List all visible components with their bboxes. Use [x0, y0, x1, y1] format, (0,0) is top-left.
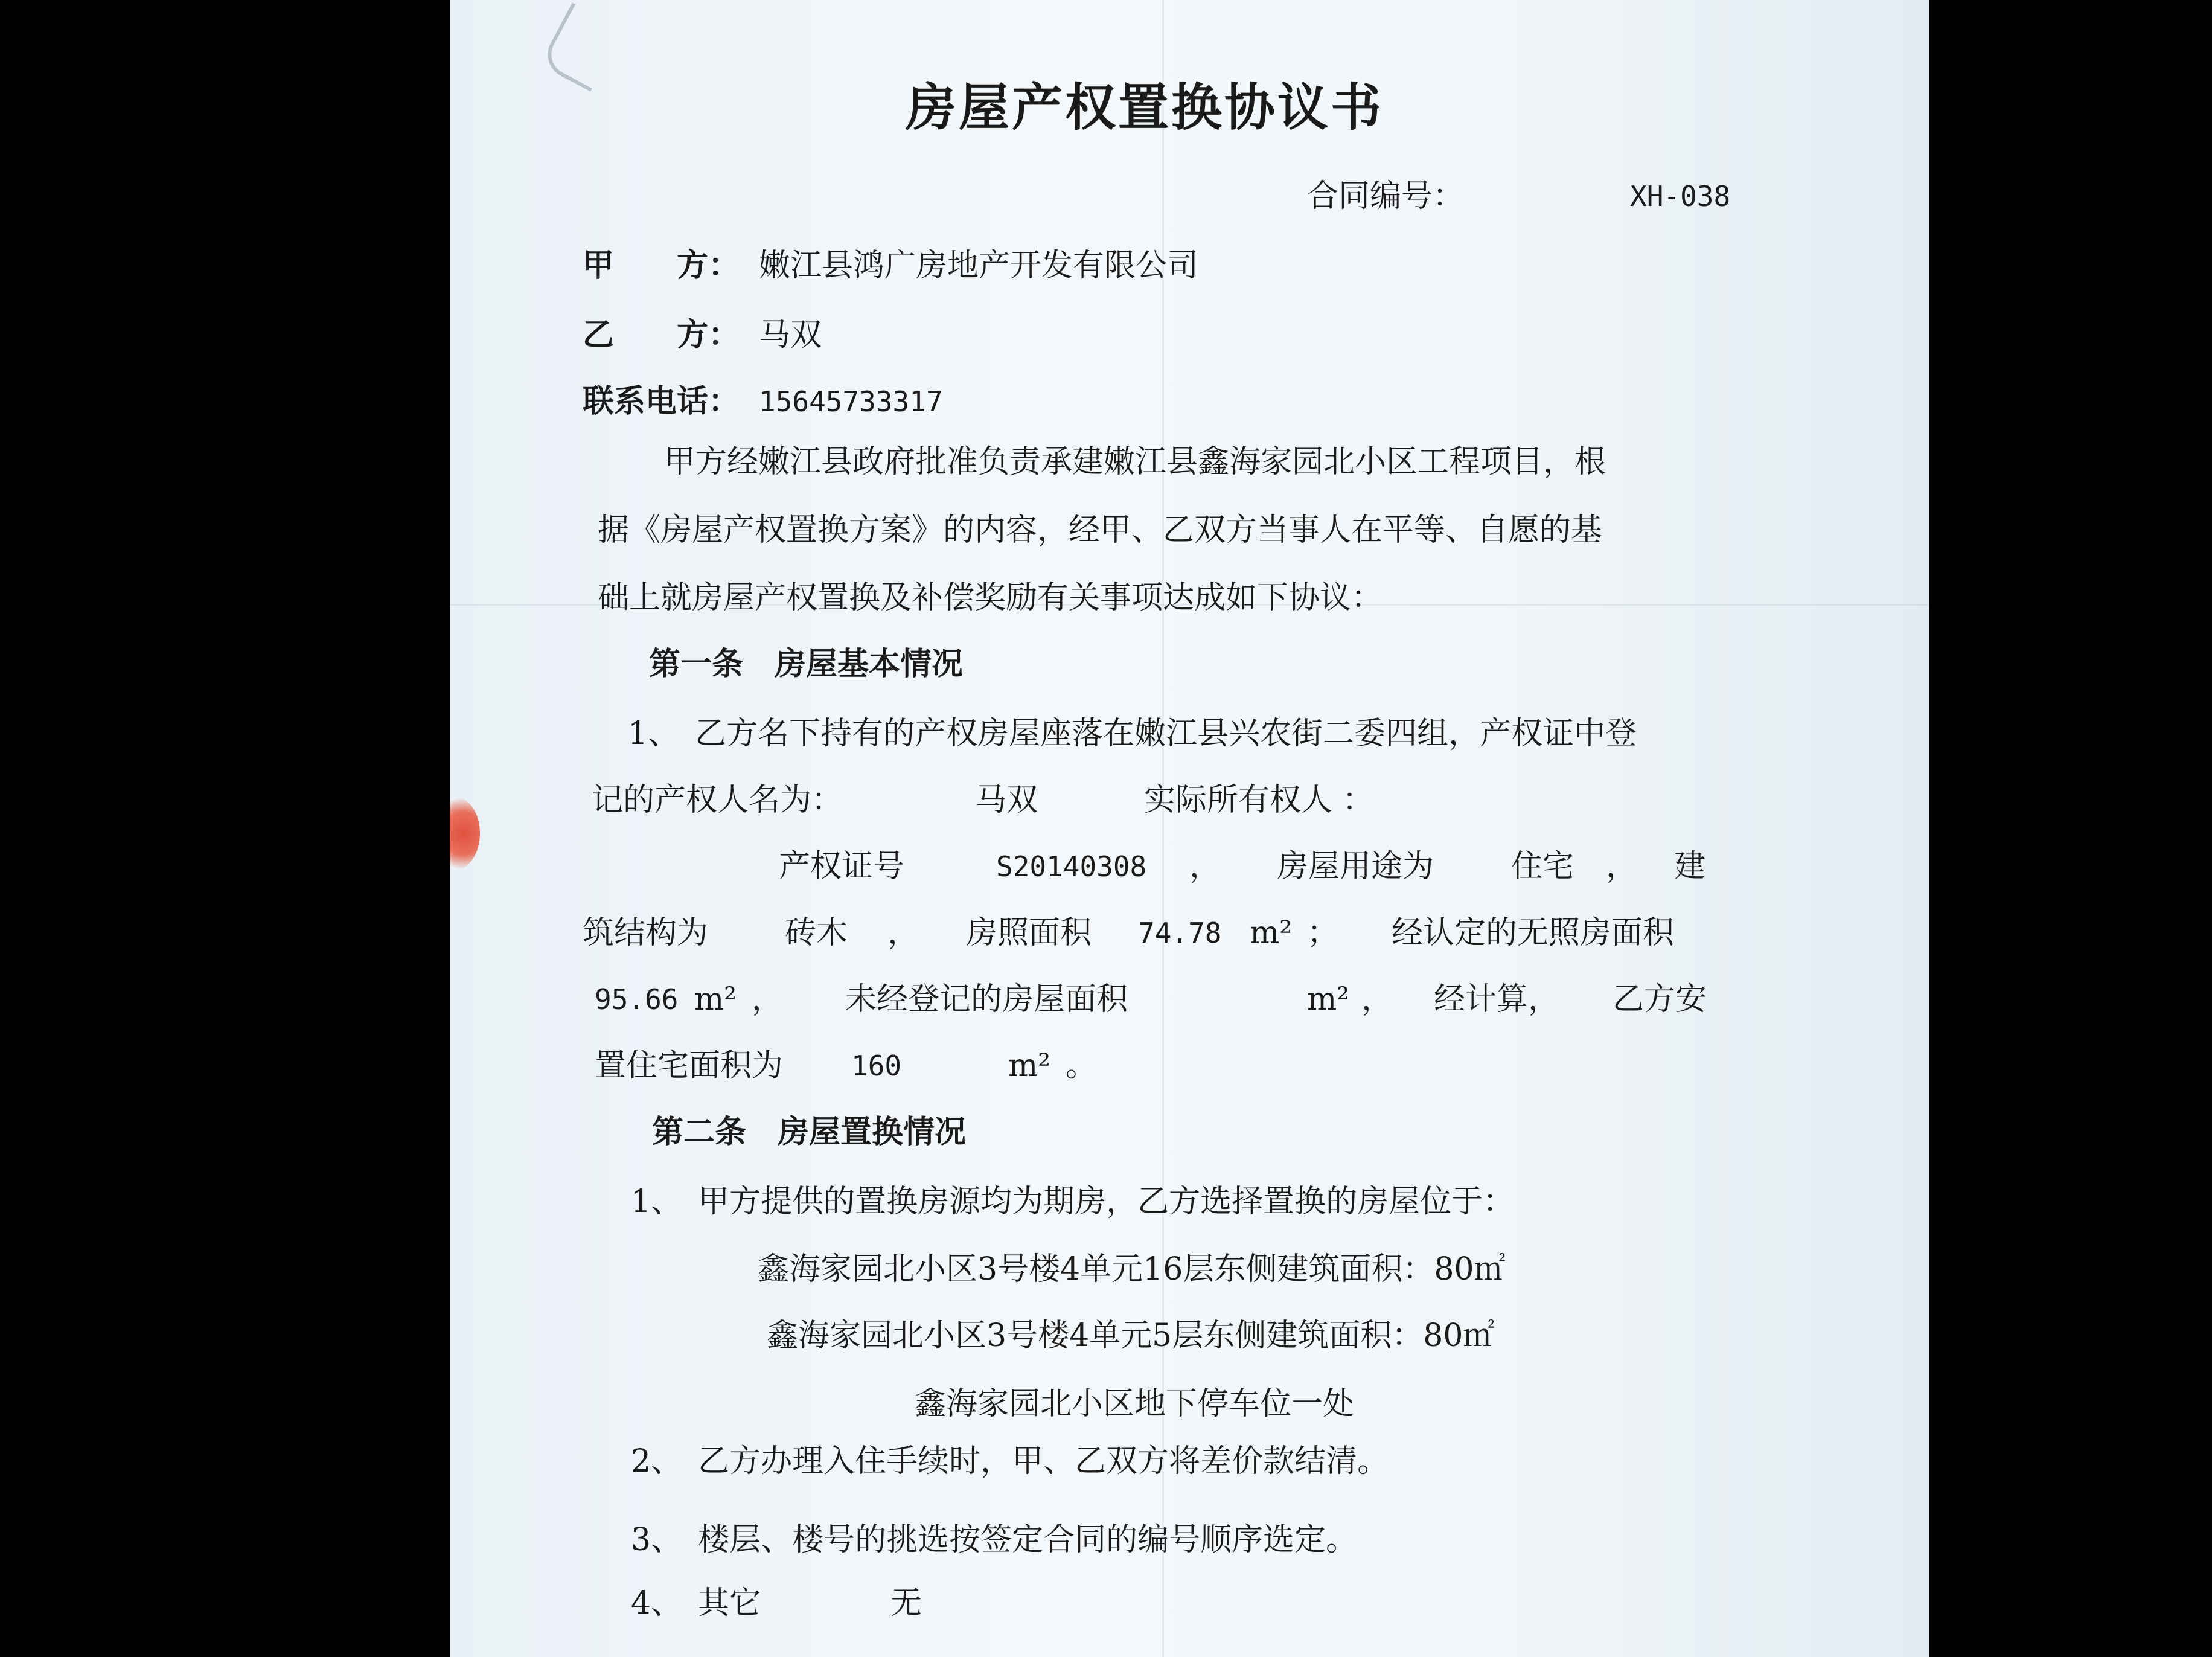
- structure-label: 筑结构为: [583, 915, 709, 951]
- article-2-heading: 第二条 房屋置换情况: [652, 1114, 967, 1150]
- structure-value: 砖木: [785, 915, 848, 951]
- area-unit: m²: [1307, 981, 1350, 1018]
- party-b-value: 马双: [759, 317, 822, 353]
- area-unit: m²: [1008, 1048, 1051, 1084]
- punctuation: ，: [887, 915, 919, 951]
- replacement-unit: 鑫海家园北小区地下停车位一处: [915, 1386, 1355, 1422]
- unlicensed-area-label: 经认定的无照房面积: [1392, 915, 1675, 951]
- punctuation: 。: [1066, 1048, 1098, 1084]
- settle-party-text: 乙方安: [1613, 981, 1707, 1018]
- contract-paper: [450, 0, 1929, 1657]
- article-2-item: 3、 楼层、楼号的挑选按签定合同的编号顺序选定。: [631, 1522, 1358, 1558]
- intro-line: 础上就房屋产权置换及补偿奖励有关事项达成如下协议：: [598, 580, 1383, 616]
- owner-name-value: 马双: [975, 782, 1038, 818]
- phone-value: 15645733317: [759, 385, 943, 418]
- calc-label: 经计算，: [1434, 981, 1560, 1018]
- intro-line: 据《房屋产权置换方案》的内容，经甲、乙双方当事人在平等、自愿的基: [598, 512, 1603, 548]
- build-start-char: 建: [1674, 848, 1706, 885]
- party-a-label: 甲 方：: [583, 248, 740, 284]
- usage-value: 住宅: [1511, 848, 1574, 885]
- settle-area-label: 置住宅面积为: [595, 1048, 784, 1084]
- contract-number-label: 合同编号：: [1307, 178, 1465, 214]
- punctuation: ，: [1361, 981, 1393, 1018]
- party-a-value: 嫩江县鸿广房地产开发有限公司: [759, 248, 1199, 284]
- article-2-item-value: 无: [890, 1585, 922, 1621]
- staple-mark: [539, 2, 623, 91]
- red-seal-fragment: [450, 797, 480, 870]
- phone-label: 联系电话：: [583, 383, 740, 420]
- article-1-line: 1、 乙方名下持有的产权房屋座落在嫩江县兴农街二委四组，产权证中登: [628, 716, 1637, 752]
- punctuation: ，: [752, 981, 784, 1018]
- replacement-unit: 鑫海家园北小区3号楼4单元16层东侧建筑面积：80㎡: [758, 1251, 1506, 1287]
- article-2-item-label: 4、 其它: [631, 1585, 761, 1621]
- unregistered-area-label: 未经登记的房屋面积: [845, 981, 1128, 1018]
- settle-area-value: 160: [851, 1050, 902, 1082]
- unlicensed-area-value: 95.66: [595, 983, 679, 1016]
- punctuation: ；: [1307, 915, 1339, 951]
- cert-number-label: 产权证号: [779, 848, 905, 885]
- actual-owner-label: 实际所有权人 ：: [1144, 782, 1374, 818]
- punctuation: ，: [1606, 848, 1638, 885]
- punctuation: ，: [1189, 848, 1221, 885]
- area-unit: m²: [694, 981, 737, 1018]
- cert-number-value: S20140308: [996, 850, 1147, 883]
- licensed-area-value: 74.78: [1138, 917, 1222, 949]
- article-1-heading: 第一条 房屋基本情况: [649, 646, 964, 682]
- contract-number-value: XH-038: [1630, 180, 1731, 213]
- owner-name-label: 记的产权人名为：: [592, 782, 843, 818]
- article-2-item: 1、 甲方提供的置换房源均为期房，乙方选择置换的房屋位于：: [631, 1184, 1515, 1220]
- document-title: 房屋产权置换协议书: [906, 78, 1384, 137]
- party-b-label: 乙 方：: [583, 317, 740, 353]
- article-2-item: 2、 乙方办理入住手续时，甲、乙双方将差价款结清。: [631, 1443, 1389, 1479]
- replacement-unit: 鑫海家园北小区3号楼4单元5层东侧建筑面积：80㎡: [767, 1318, 1495, 1354]
- licensed-area-label: 房照面积: [966, 915, 1092, 951]
- area-unit: m²: [1250, 915, 1293, 951]
- usage-label: 房屋用途为: [1277, 848, 1434, 885]
- intro-line: 甲方经嫩江县政府批准负责承建嫩江县鑫海家园北小区工程项目，根: [664, 444, 1606, 480]
